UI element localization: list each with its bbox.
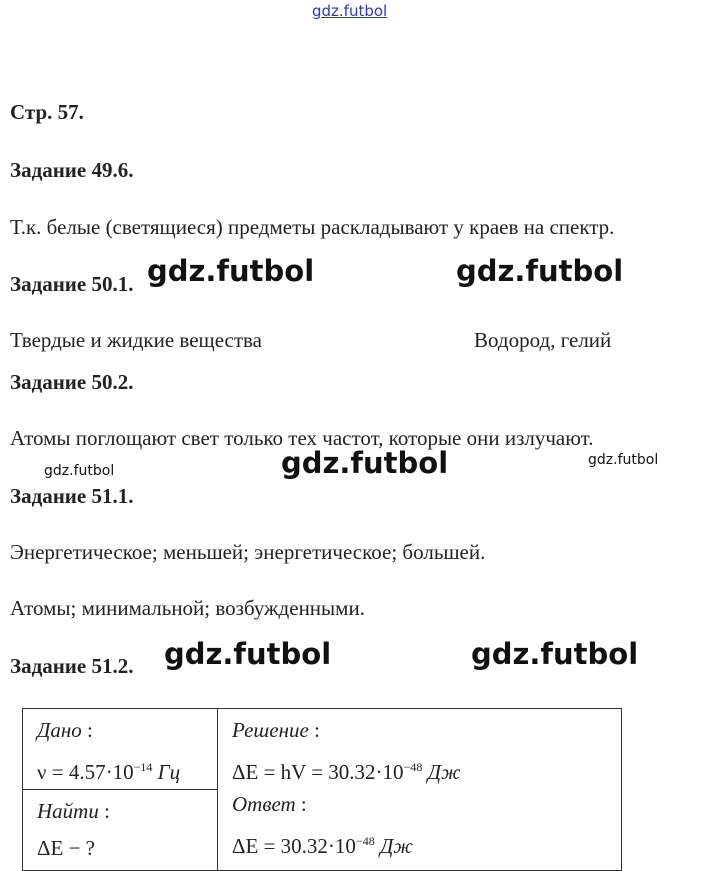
colon: : [308, 718, 320, 742]
solution-unit: Дж [422, 760, 461, 784]
solution-cell [218, 709, 622, 871]
watermark: gdz.futbol [164, 637, 332, 671]
colon: : [295, 792, 307, 816]
find-value: ΔE − ? [37, 836, 95, 860]
find-label: Найти [37, 799, 99, 823]
given-label: Дано [37, 718, 82, 742]
answer-formula [232, 823, 611, 860]
colon: : [81, 718, 93, 742]
header-watermark-link[interactable]: gdz.futbol [312, 2, 388, 20]
given-value [37, 749, 207, 786]
task-title-51-1: Задание 51.1. [10, 484, 134, 508]
task-text-50-1-left: Твердые и жидкие вещества [10, 328, 262, 352]
solution-exp: −48 [403, 760, 423, 774]
watermark: gdz.futbol [588, 452, 659, 468]
watermark: gdz.futbol [44, 463, 115, 479]
given-value-unit: Гц [152, 760, 181, 784]
solution-formula [232, 749, 611, 786]
solution-lhs: ΔE = hV = 30.32·10 [232, 760, 404, 784]
watermark: gdz.futbol [147, 254, 315, 288]
task-text-51-1-line2: Атомы; минимальной; возбужденными. [10, 596, 365, 620]
task-text-51-1-line1: Энергетическое; меньшей; энергетическое; большей. [10, 540, 486, 564]
page-label: Стр. 57. [10, 100, 84, 124]
task-title-50-1: Задание 50.1. [10, 272, 134, 296]
answer-unit: Дж [374, 834, 413, 858]
watermark: gdz.futbol [471, 637, 639, 671]
task-title-50-2: Задание 50.2. [10, 370, 134, 394]
answer-lhs: ΔE = 30.32·10 [232, 834, 356, 858]
task-title-49-6: Задание 49.6. [10, 158, 134, 182]
solution-label: Решение [232, 718, 309, 742]
given-cell [23, 709, 218, 790]
watermark: gdz.futbol [281, 446, 449, 480]
given-value-exp: −14 [133, 760, 153, 774]
watermark: gdz.futbol [456, 254, 624, 288]
task-text-49-6: Т.к. белые (светящиеся) предметы раскладывают у краев на спектр. [10, 215, 615, 239]
find-cell [23, 790, 218, 871]
answer-exp: −48 [355, 834, 375, 848]
task-text-50-1-right: Водород, гелий [474, 328, 612, 352]
task-title-51-2: Задание 51.2. [10, 654, 134, 678]
colon: : [98, 799, 110, 823]
answer-label: Ответ [232, 792, 296, 816]
given-value-lhs: ν = 4.57·10 [37, 760, 134, 784]
task-text-50-2: Атомы поглощают свет только тех частот, которые они излучают. [10, 426, 594, 450]
solution-table [22, 708, 622, 871]
